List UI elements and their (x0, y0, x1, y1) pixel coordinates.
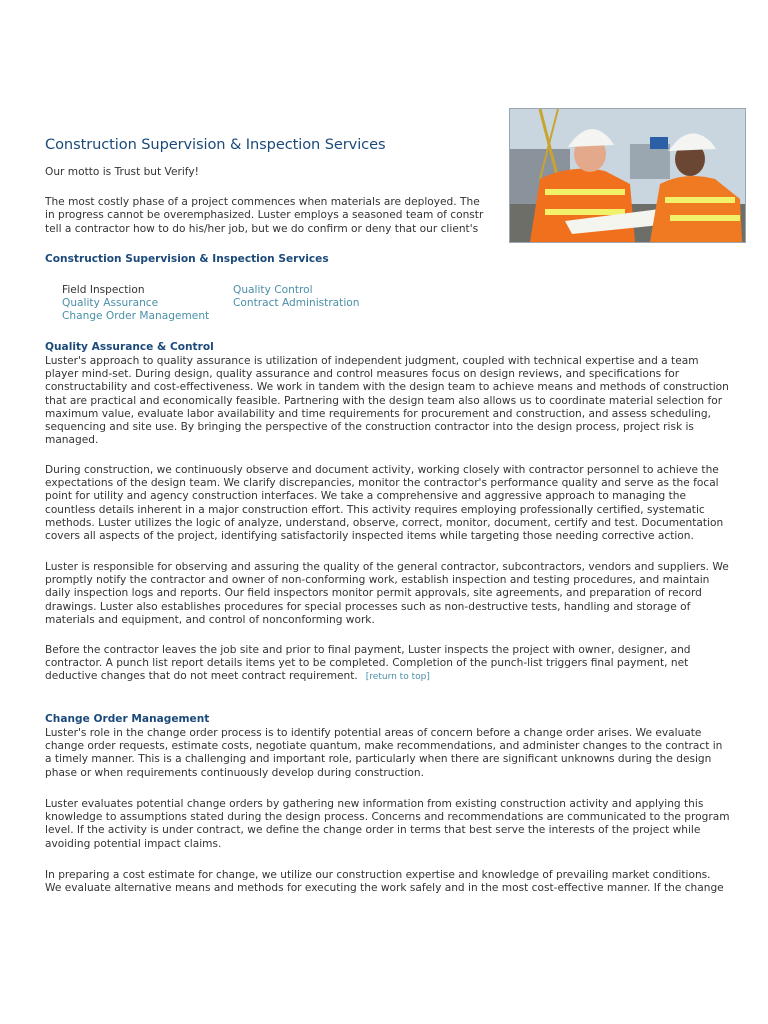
qa-paragraph-2 (45, 464, 745, 543)
text-line: daily inspection logs and reports. Our field inspectors monitor permit approvals, site agreements, and preparation of record (45, 587, 702, 600)
text-line: phase or when requirements continuously develop during construction. (45, 766, 424, 779)
text-line: contractor. A punch list report details items yet to be completed. Completion of the punch-list triggers final payment, net (45, 657, 689, 670)
text-line: methods. Luster utilizes the logic of analyze, understand, observe, correct, monitor, document, certify and test. Documentation (45, 516, 724, 529)
text-line: constructability and cost-effectiveness. We work in tandem with the design team to achieve means and methods of construction (45, 381, 729, 394)
service-link-change-order-management[interactable]: Change Order Management (62, 310, 210, 323)
text-line: materials and equipment, and control of nonconforming work. (45, 613, 375, 626)
intro-paragraph (45, 196, 486, 236)
services-heading: Construction Supervision & Inspection Services (45, 253, 329, 265)
text-line: covers all aspects of the project, identifying satisfactorily inspected items while targeting those needing corrective action. (45, 530, 694, 543)
text-line: Before the contractor leaves the job site and prior to final payment, Luster inspects the project with owner, designer, and (45, 644, 691, 656)
service-link-quality-assurance[interactable]: Quality Assurance (62, 297, 159, 310)
text-line: In preparing a cost estimate for change, we utilize our construction expertise and knowledge of prevailing market conditions. (45, 869, 711, 881)
intro-line: in progress cannot be overemphasized. Luster employs a seasoned team of constr (45, 209, 484, 222)
text-line: level. If the activity is under contract, we define the change order in terms that best serve the interests of the project while (45, 824, 701, 837)
co-paragraph-2 (45, 798, 745, 851)
return-to-top-link[interactable]: [return to top] (365, 672, 430, 683)
text-line: maximum value, evaluate labor availability and time requirements for procurement and construction, and assess scheduling, (45, 407, 711, 420)
text-line: Luster's approach to quality assurance is utilization of independent judgment, coupled with technical expertise and a team (45, 355, 699, 367)
text-line: a timely manner. This is a challenging and important role, particularly when there are significant unknowns during the design (45, 753, 712, 766)
text-line: countless details inherent in a major construction effort. This activity requires employing professionally certified, systematic (45, 503, 705, 516)
text-line: Luster evaluates potential change orders by gathering new information from existing construction activity and applying this (45, 798, 704, 810)
intro-line: tell a contractor how to do his/her job, but we do confirm or deny that our client's (45, 222, 479, 235)
text-line: drawings. Luster also establishes procedures for special processes such as non-destructive tests, handling and storage of (45, 600, 691, 613)
text-line: We evaluate alternative means and methods for executing the work safely and in the most cost-effective manner. If the change (45, 882, 724, 895)
co-paragraph-1 (45, 727, 745, 780)
qa-paragraph-1 (45, 355, 745, 447)
text-line: that are practical and economically feasible. Partnering with the design team also allows us to coordinate material selection for (45, 394, 723, 407)
text-line: knowledge to assumptions stated during the design process. Concerns and recommendations are communicated to the program (45, 811, 730, 824)
photo-illustration (510, 109, 745, 242)
text-line: sequencing and site use. By bringing the perspective of the construction contractor into the design process, project risk is (45, 421, 694, 434)
text-line: managed. (45, 434, 99, 447)
text-line-with-link (45, 670, 745, 684)
change-order-section-heading: Change Order Management (45, 713, 210, 725)
text-line: avoiding potential impact claims. (45, 837, 222, 850)
service-field-inspection: Field Inspection (62, 284, 145, 296)
construction-inspectors-photo (509, 108, 746, 243)
service-link-quality-control[interactable]: Quality Control (233, 284, 313, 296)
text-line: player mind-set. During design, quality assurance and control measures focus on design reviews, and specifications for (45, 368, 680, 381)
text-line: change order requests, estimate costs, negotiate quantum, make recommendations, and administer changes to the contract in (45, 740, 723, 753)
text-line: promptly notify the contractor and owner of non-conforming work, establish inspection and testing procedures, and maintain (45, 574, 710, 587)
qa-section-heading: Quality Assurance & Control (45, 341, 214, 353)
page-title: Construction Supervision & Inspection Services (45, 136, 386, 153)
text-line: Luster is responsible for observing and assuring the quality of the general contractor, subcontractors, vendors and suppliers. We (45, 561, 729, 573)
qa-paragraph-3 (45, 561, 745, 627)
text-line: expectations of the design team. We clarify discrepancies, monitor the contractor's performance quality and serve as the focal (45, 477, 719, 490)
service-link-contract-administration[interactable]: Contract Administration (233, 297, 360, 310)
qa-paragraph-4 (45, 644, 745, 685)
intro-line: The most costly phase of a project commences when materials are deployed. The (45, 196, 480, 208)
text-line: During construction, we continuously observe and document activity, working closely with contractor personnel to achieve the (45, 464, 719, 476)
text-line: Luster's role in the change order process is to identify potential areas of concern before a change order arises. We evaluate (45, 727, 702, 739)
text-line: point for utility and agency construction interfaces. We take a comprehensive and aggressive approach to managing the (45, 490, 687, 503)
services-list (62, 284, 382, 324)
motto-text: Our motto is Trust but Verify! (45, 166, 199, 178)
text-line: deductive changes that do not meet contract requirement. (45, 670, 358, 683)
co-paragraph-3 (45, 869, 745, 895)
